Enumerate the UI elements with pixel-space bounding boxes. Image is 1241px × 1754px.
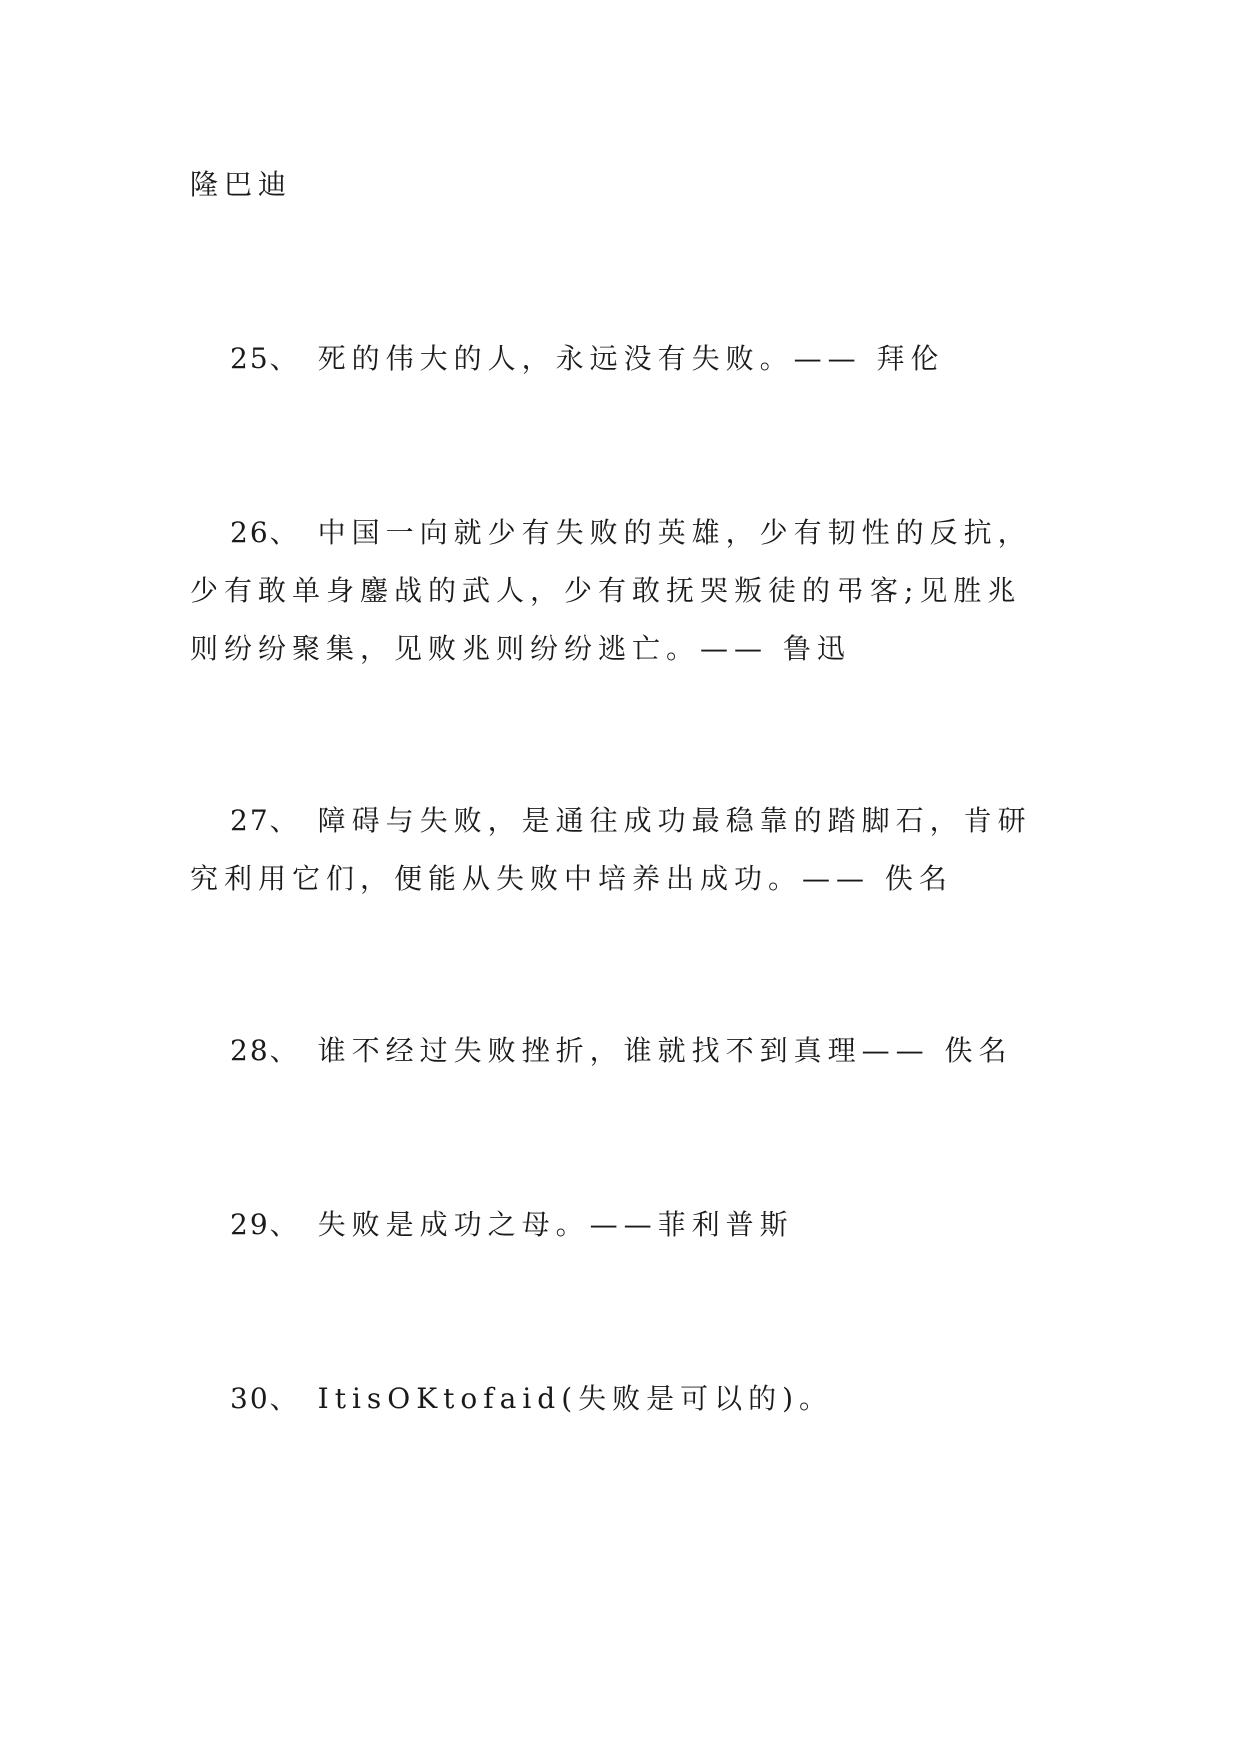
quote-number: 30、 (230, 1382, 300, 1415)
quote-28 (190, 1022, 1050, 1080)
quote-number: 26、 (230, 516, 300, 549)
intro-line: 隆巴迪 (190, 168, 293, 201)
quote-number: 29、 (230, 1208, 300, 1241)
quote-number: 25、 (230, 342, 300, 375)
quote-text: 谁不经过失败挫折，谁就找不到真理—— 佚名 (317, 1034, 1013, 1067)
quote-25 (190, 330, 1050, 388)
quote-29 (190, 1196, 1050, 1254)
quote-text: ItisOKtofaid(失败是可以的)。 (317, 1382, 834, 1415)
quote-text: 死的伟大的人，永远没有失败。—— 拜伦 (317, 342, 945, 375)
quote-26 (190, 504, 1050, 678)
quote-number: 28、 (230, 1034, 300, 1067)
quote-text: 失败是成功之母。——菲利普斯 (317, 1208, 794, 1241)
quote-30 (190, 1370, 1050, 1428)
quote-text: 中国一向就少有失败的英雄，少有韧性的反抗，少有敢单身鏖战的武人，少有敢抚哭叛徒的弔客;见胜兆则纷纷聚集，见败兆则纷纷逃亡。—— 鲁迅 (190, 516, 1032, 665)
quote-27 (190, 792, 1050, 908)
quote-text: 障碍与失败，是通往成功最稳靠的踏脚石，肯研究利用它们，便能从失败中培养出成功。—— 佚名 (190, 804, 1032, 895)
quote-number: 27、 (230, 804, 300, 837)
